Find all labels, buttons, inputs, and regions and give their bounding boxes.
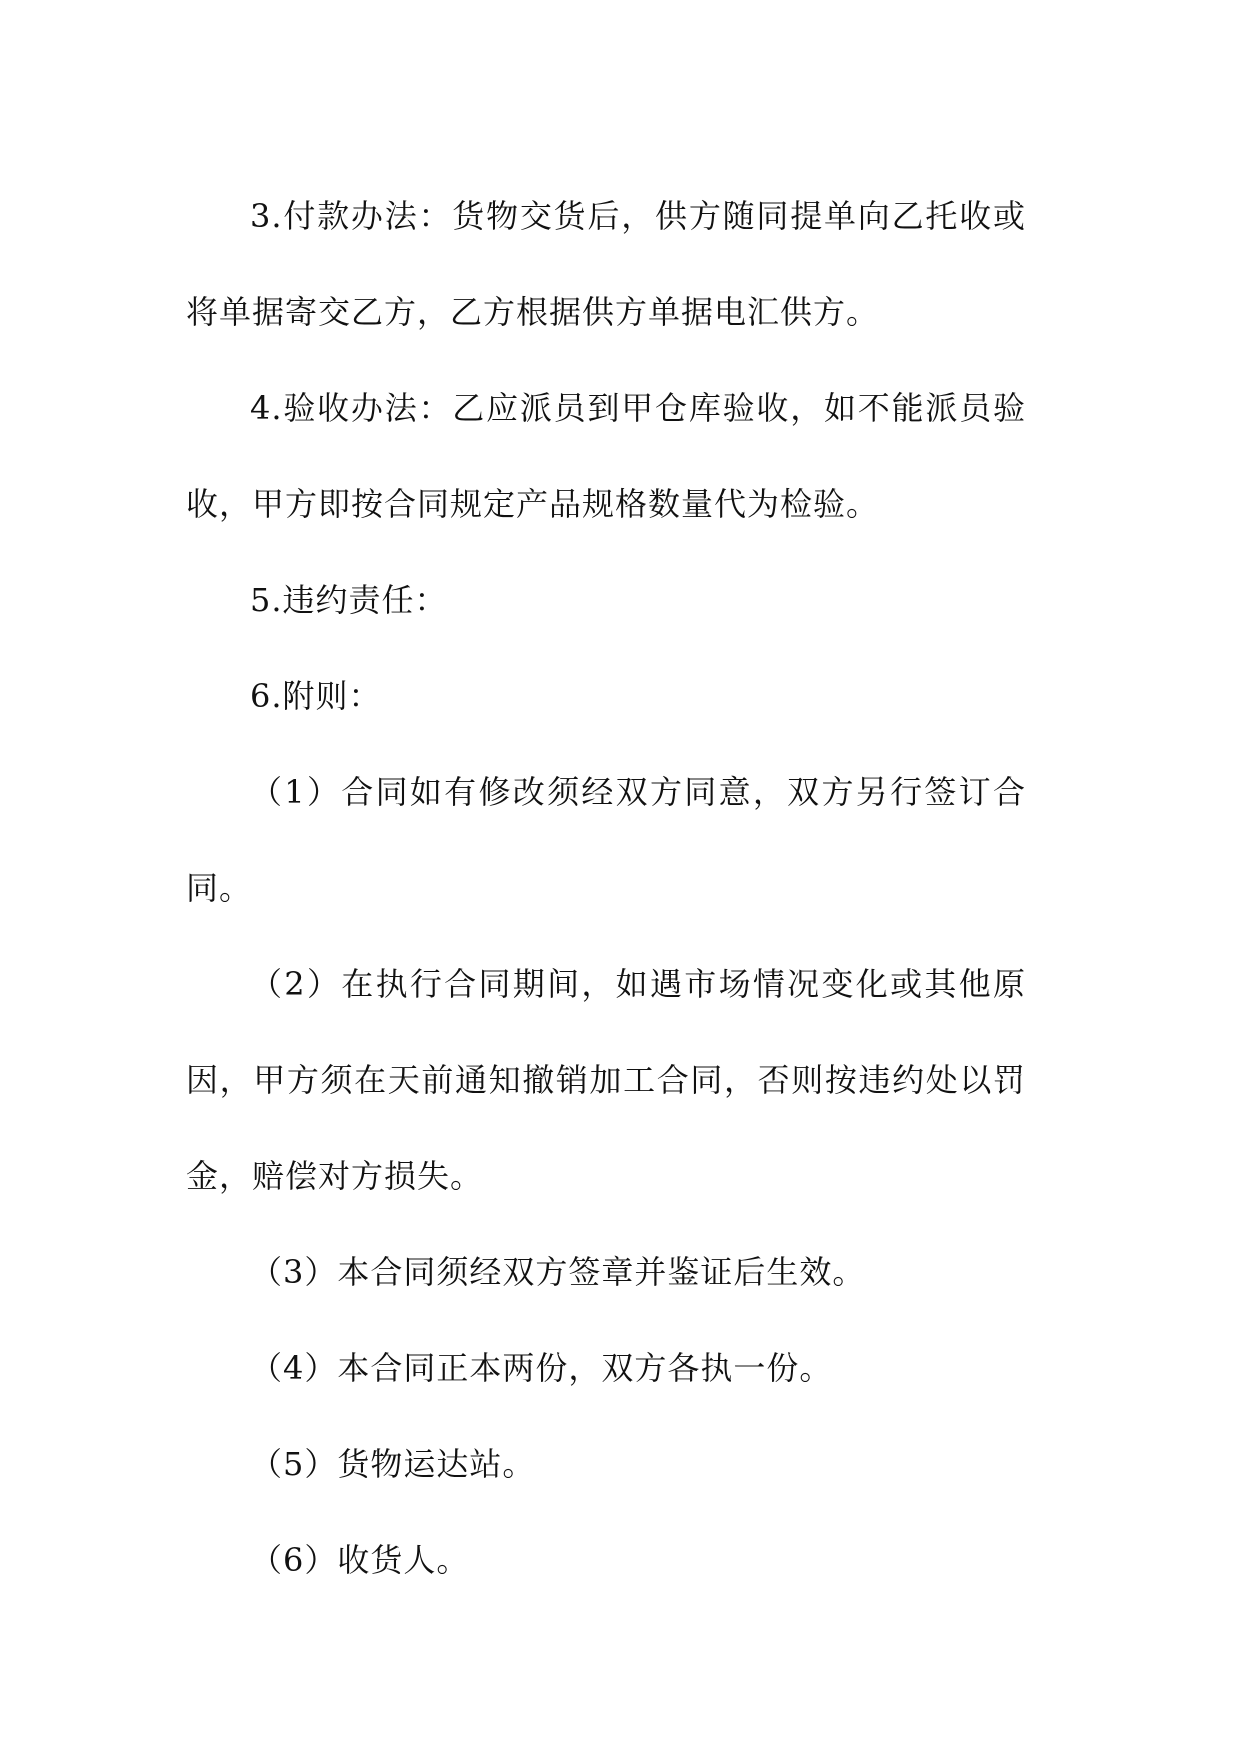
clause-acceptance-method: 4.验收办法：乙应派员到甲仓库验收，如不能派员验收，甲方即按合同规定产品规格数量代为检验。 <box>186 389 1026 523</box>
supplementary-item-3: （3）本合同须经双方签章并鉴证后生效。 <box>250 1253 866 1291</box>
document-body <box>186 168 1026 1608</box>
supplementary-item-5: （5）货物运达站。 <box>250 1445 536 1483</box>
supplementary-item-4: （4）本合同正本两份，双方各执一份。 <box>250 1349 833 1387</box>
clause-breach-liability: 5.违约责任： <box>250 581 448 619</box>
supplementary-item-1: （1）合同如有修改须经双方同意，双方另行签订合同。 <box>186 773 1026 907</box>
supplementary-item-6: （6）收货人。 <box>250 1541 470 1579</box>
supplementary-item-2: （2）在执行合同期间，如遇市场情况变化或其他原因，甲方须在天前通知撤销加工合同，否则按违约处以罚金，赔偿对方损失。 <box>186 965 1026 1195</box>
clause-payment-method: 3.付款办法：货物交货后，供方随同提单向乙托收或将单据寄交乙方，乙方根据供方单据电汇供方。 <box>186 197 1026 331</box>
clause-supplementary-heading: 6.附则： <box>250 677 382 715</box>
